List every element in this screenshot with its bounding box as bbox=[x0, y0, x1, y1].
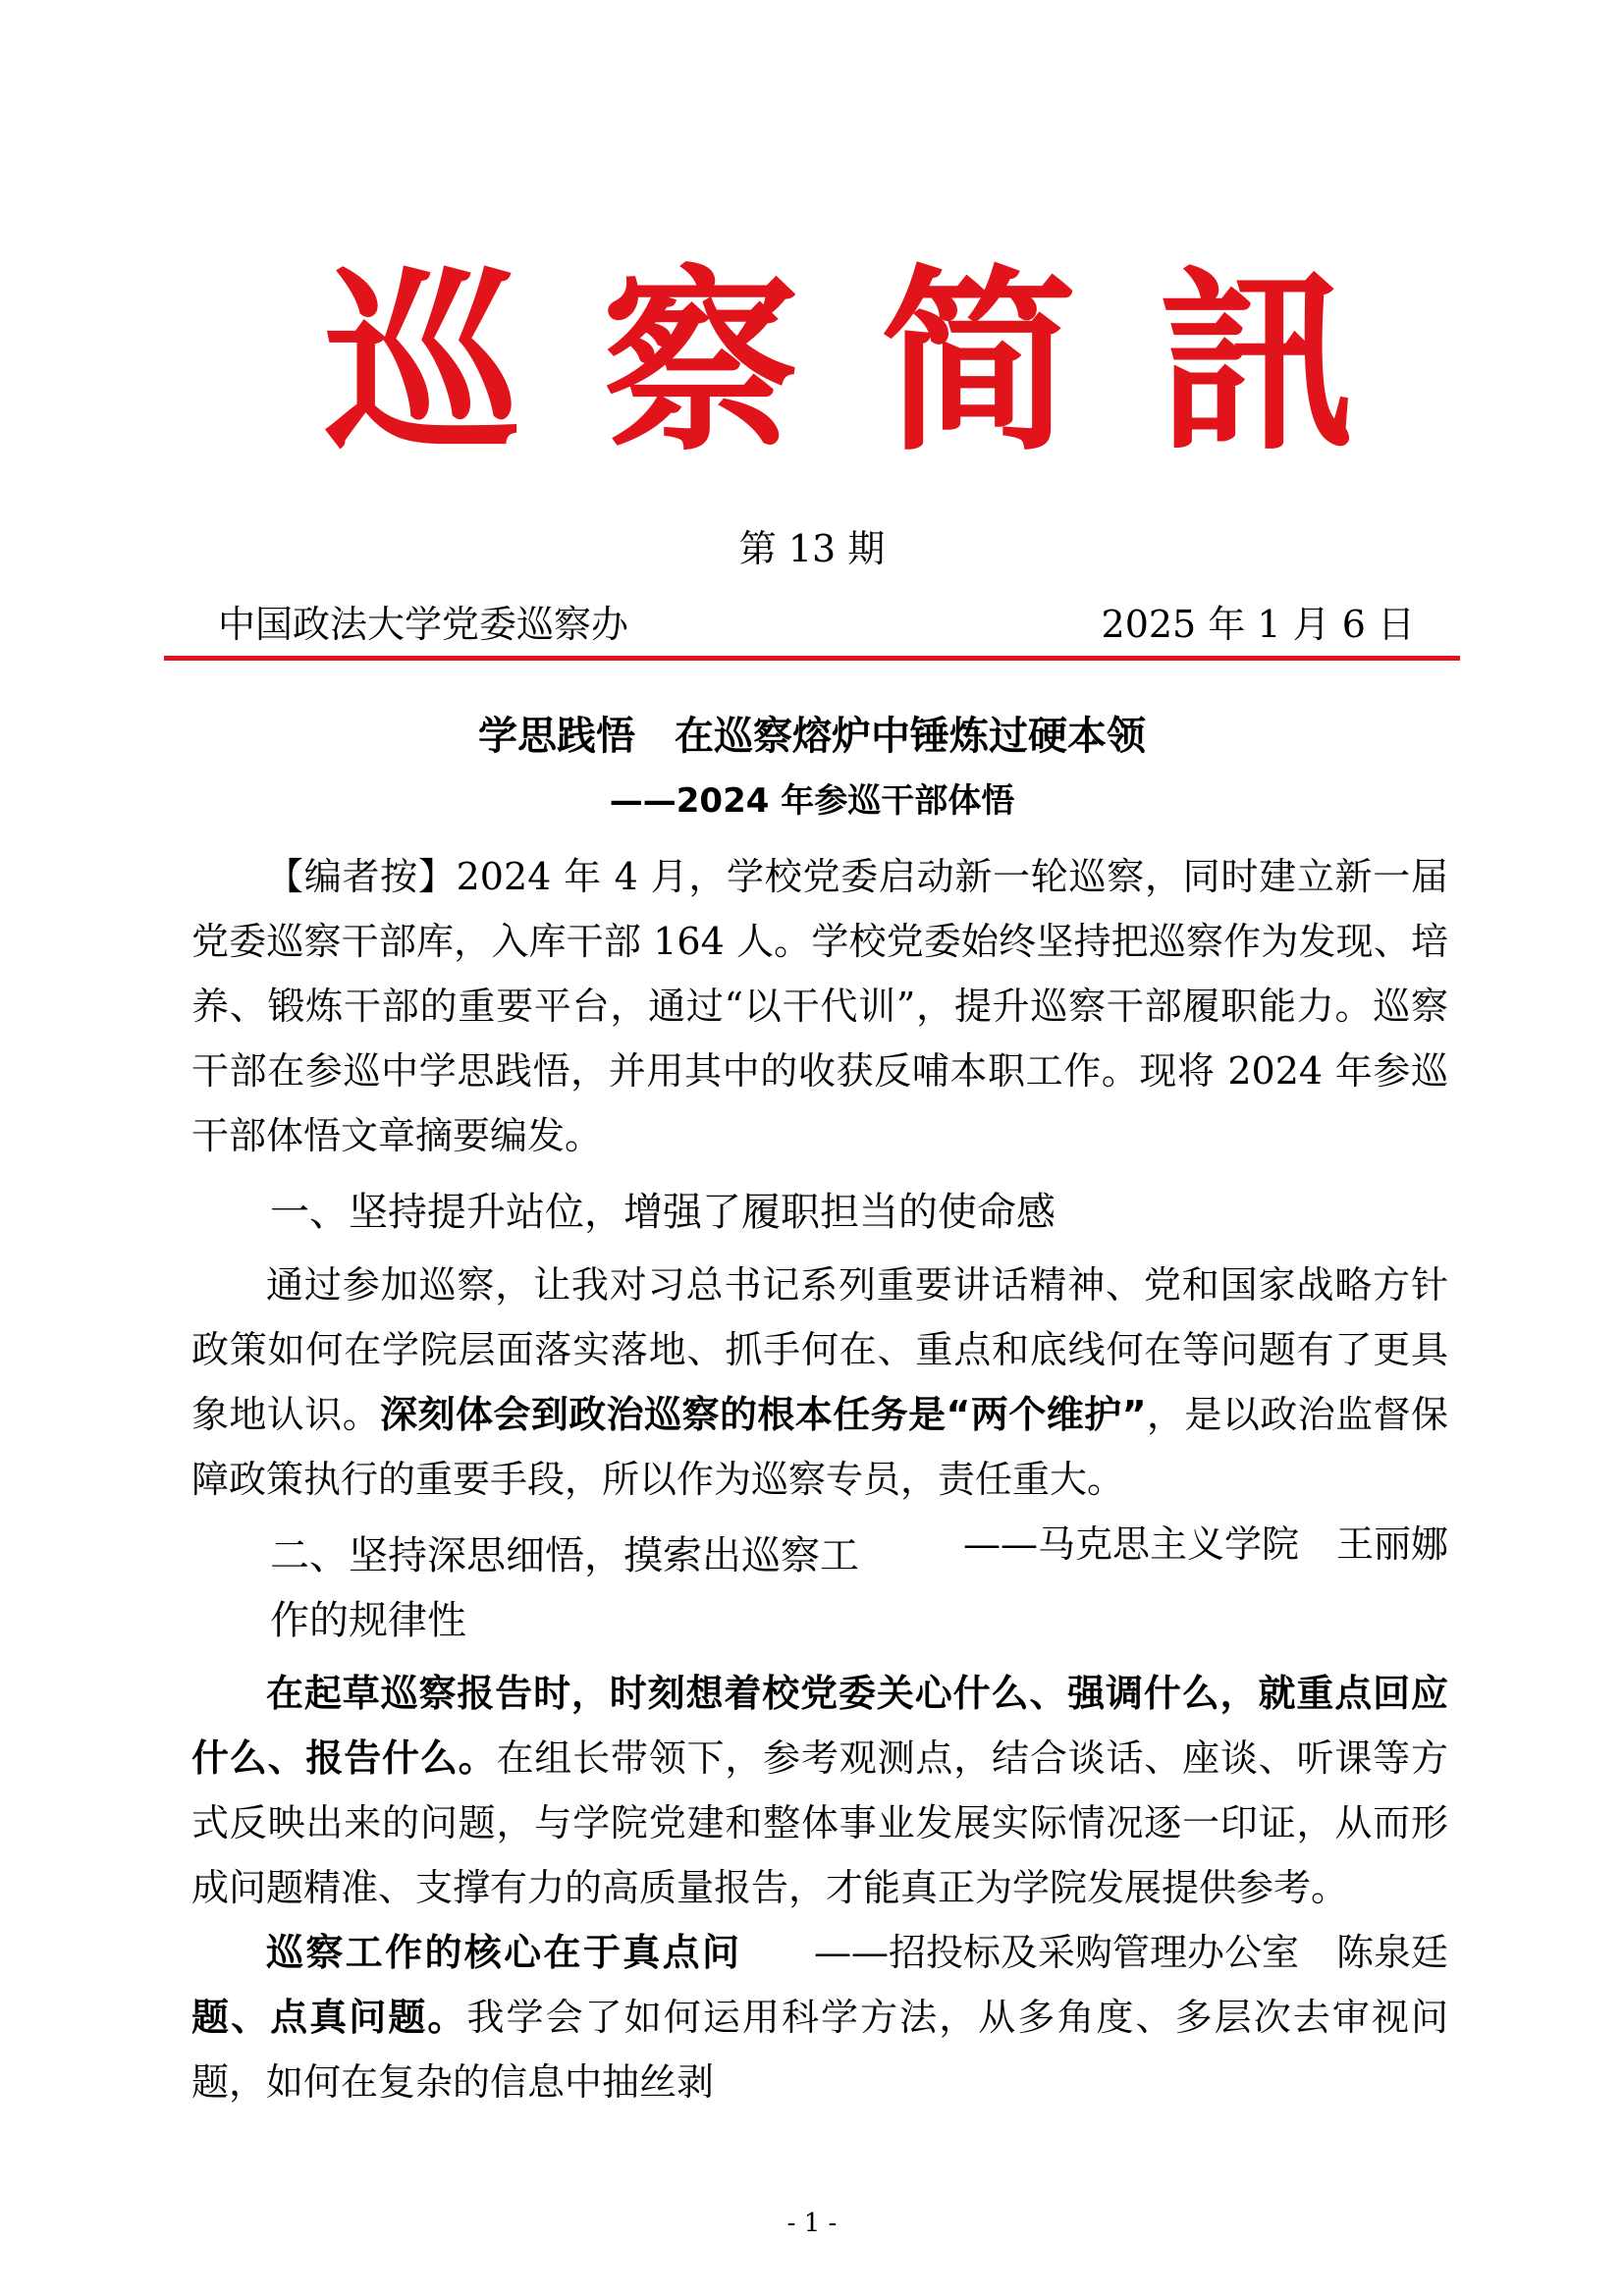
section-1-emphasis: 深刻体会到政治巡察的根本任务是“两个维护” bbox=[380, 1393, 1147, 1436]
section-1-paragraph bbox=[191, 1253, 1448, 1566]
issue-number: 第 13 期 bbox=[738, 527, 886, 570]
section-1-heading: 一、坚持提升站位，增强了履职担当的使命感 bbox=[270, 1190, 1056, 1235]
editor-note-label: 【编者按】 bbox=[266, 855, 457, 898]
editor-note bbox=[191, 844, 1448, 1168]
section-2-heading: 二、坚持深思细悟，摸索出巡察工作的规律性 bbox=[270, 1533, 859, 1643]
page-number: - 1 - bbox=[786, 2209, 838, 2238]
editor-note-text: 2024 年 4 月，学校党委启动新一轮巡察，同时建立新一届党委巡察干部库，入库干部 164 人。学校党委始终坚持把巡察作为发现、培养、锻炼干部的重要平台，通过“以干代训”，提升巡察干部履职能力。巡察干部在参巡中学思践悟，并用其中的收获反哺本职工作。现将 2024 年参巡干部体悟文章摘要编发。 bbox=[191, 855, 1448, 1157]
section-2-emphasis-2: 巡察工作的核心在于真点问题、点真问题。 bbox=[191, 1931, 739, 2039]
section-2-signature-1: ——招投标及采购管理办公室 陈泉廷 bbox=[813, 1931, 1448, 1974]
organization: 中国政法大学党委巡察办 bbox=[218, 603, 629, 646]
section-2-text-1: 在组长带领下，参考观测点，结合谈话、座谈、听课等方式反映出来的问题，与学院党建和整体事业发展实际情况逐一印证，从而形成问题精准、支撑有力的高质量报告，才能真正为学院发展提供参考。 bbox=[191, 1736, 1448, 1909]
section-2-paragraph-1 bbox=[191, 1661, 1448, 1974]
header-divider bbox=[164, 656, 1460, 661]
masthead-title bbox=[324, 247, 1355, 478]
article-subtitle: ——2024 年参巡干部体悟 bbox=[609, 781, 1015, 821]
publish-date: 2025 年 1 月 6 日 bbox=[1101, 603, 1415, 646]
section-1-text: 通过参加巡察，让我对习总书记系列重要讲话精神、党和国家战略方针政策如何在学院层面落实落地、抓手何在、重点和底线何在等问题有了更具象地认识。 bbox=[191, 1263, 1448, 1436]
article-body bbox=[191, 844, 1448, 2114]
masthead-char-1: 巡 bbox=[324, 247, 521, 478]
masthead-char-4: 訊 bbox=[1158, 247, 1355, 478]
masthead-char-2: 察 bbox=[602, 247, 799, 478]
section-2-emphasis-1: 在起草巡察报告时，时刻想着校党委关心什么、强调什么，就重点回应什么、报告什么。 bbox=[191, 1672, 1448, 1780]
article-title: 学思践悟 在巡察熔炉中锤炼过硬本领 bbox=[478, 714, 1146, 759]
section-1-text-rest: ，是以政治监督保障政策执行的重要手段，所以作为巡察专员，责任重大。 bbox=[191, 1393, 1448, 1501]
section-1-signature: ——马克思主义学院 王丽娜 bbox=[962, 1522, 1448, 1566]
section-2-text-2: 我学会了如何运用科学方法，从多角度、多层次去审视问题，如何在复杂的信息中抽丝剥 bbox=[191, 1996, 1448, 2104]
masthead-char-3: 简 bbox=[880, 247, 1077, 478]
